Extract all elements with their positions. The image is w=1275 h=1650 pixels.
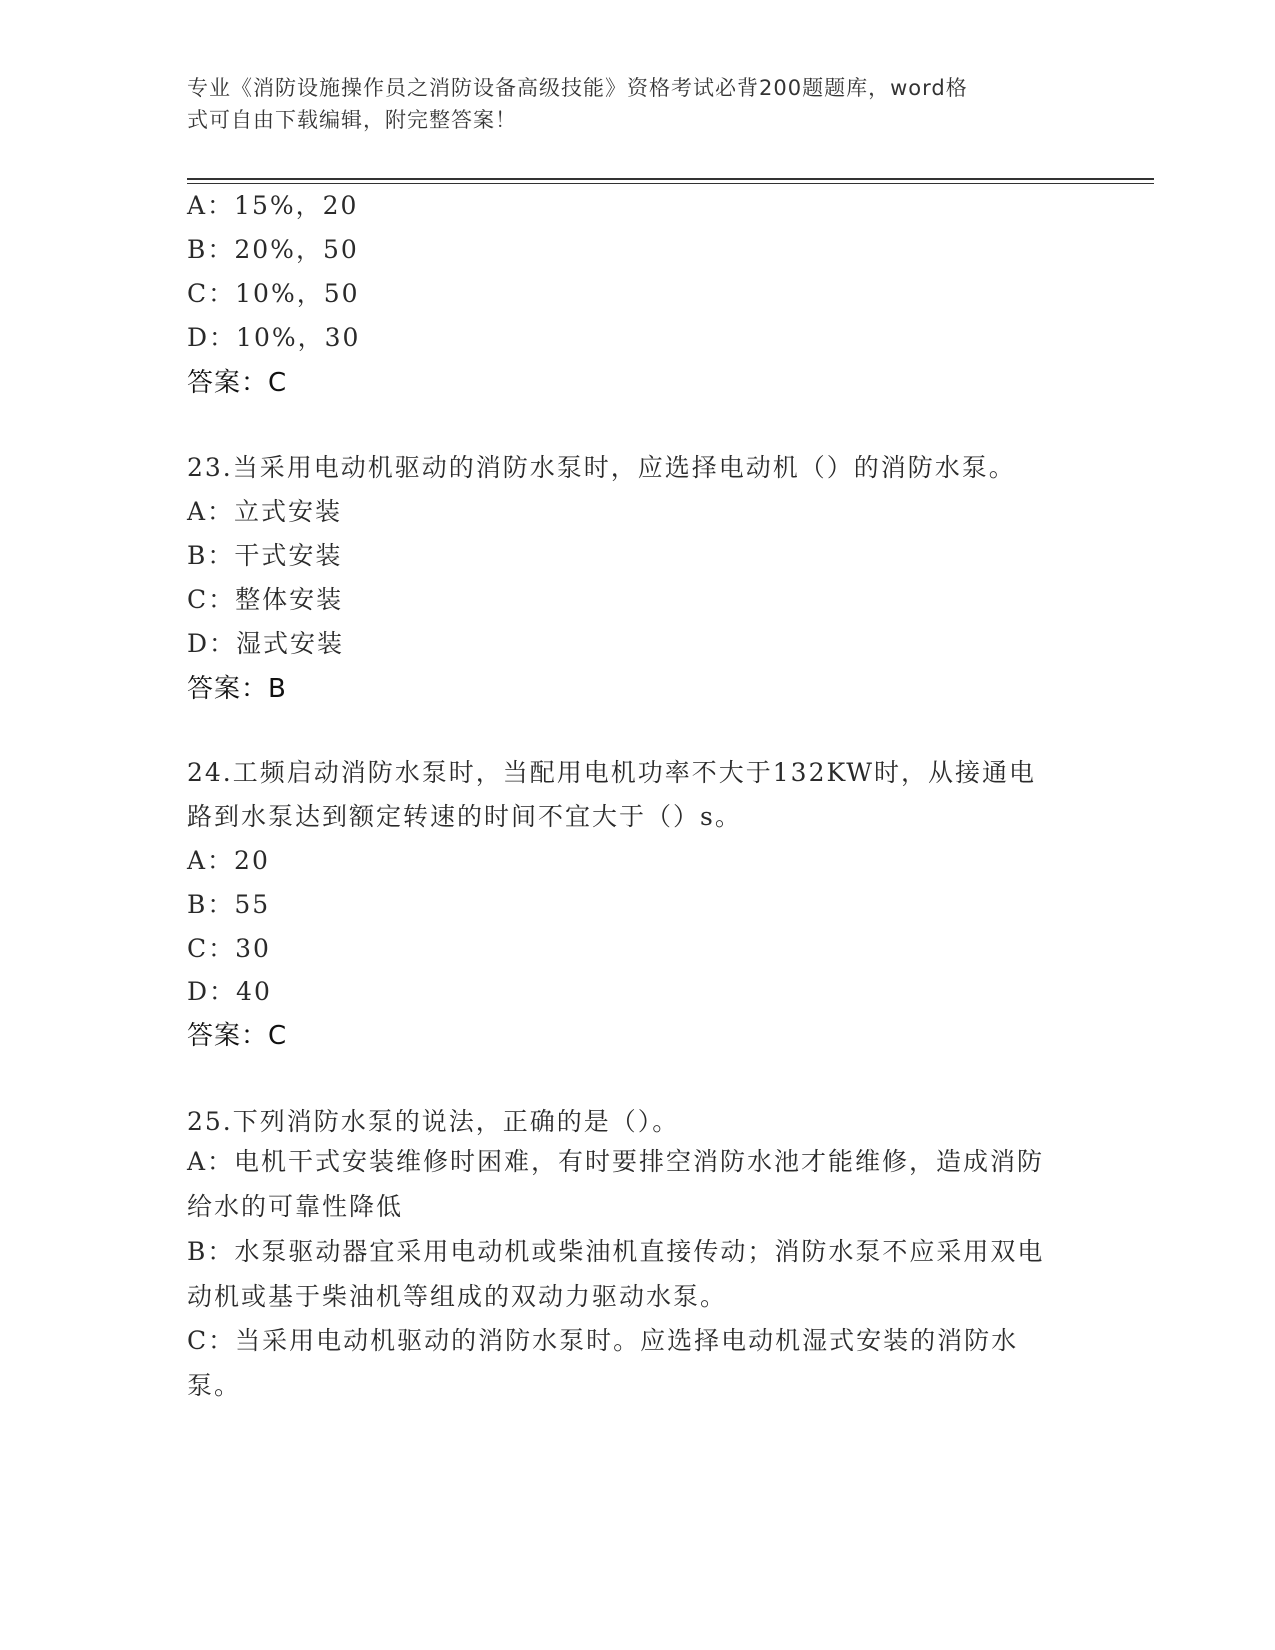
q24-option-a: A：20	[187, 846, 270, 875]
q24-option-c: C：30	[187, 934, 271, 963]
header-rule-thin	[187, 183, 1154, 184]
q23-option-b: B：干式安装	[187, 541, 343, 570]
q25-option-c: C：当采用电动机驱动的消防水泵时。应选择电动机湿式安装的消防水泵。	[187, 1326, 1019, 1400]
q22-option-a: A：15%，20	[187, 191, 359, 220]
document-header	[187, 72, 1067, 136]
q24-stem-line-2: 路到水泵达到额定转速的时间不宜大于（）s。	[187, 802, 742, 831]
q23-option-d: D：湿式安装	[187, 629, 345, 658]
q25-option-b: B：水泵驱动器宜采用电动机或柴油机直接传动；消防水泵不应采用双电动机或基于柴油机等组成的双动力驱动水泵。	[187, 1237, 1045, 1311]
header-line-1: 专业《消防设施操作员之消防设备高级技能》资格考试必背200题题库，word格	[187, 76, 968, 100]
q22-option-b: B：20%，50	[187, 235, 359, 264]
q24-answer: 答案：C	[187, 1021, 288, 1051]
q23-stem: 23.当采用电动机驱动的消防水泵时，应选择电动机（）的消防水泵。	[187, 453, 1016, 482]
q25-option-a: A：电机干式安装维修时困难，有时要排空消防水池才能维修，造成消防给水的可靠性降低	[187, 1147, 1045, 1221]
q25-stem: 25.下列消防水泵的说法，正确的是（）。	[187, 1107, 680, 1136]
q23-option-a: A：立式安装	[187, 497, 343, 526]
q24-option-b: B：55	[187, 890, 271, 919]
q22-option-c: C：10%，50	[187, 279, 360, 308]
q22-option-d: D：10%，30	[187, 323, 361, 352]
q23-answer: 答案：B	[187, 674, 287, 704]
header-rule-thick	[187, 178, 1154, 180]
header-line-2: 式可自由下载编辑，附完整答案！	[187, 108, 517, 132]
q23-option-c: C：整体安装	[187, 585, 344, 614]
q24-option-d: D：40	[187, 977, 272, 1006]
q24-stem-line-1: 24.工频启动消防水泵时，当配用电机功率不大于132KW时，从接通电	[187, 758, 1036, 787]
q22-answer: 答案：C	[187, 368, 288, 398]
